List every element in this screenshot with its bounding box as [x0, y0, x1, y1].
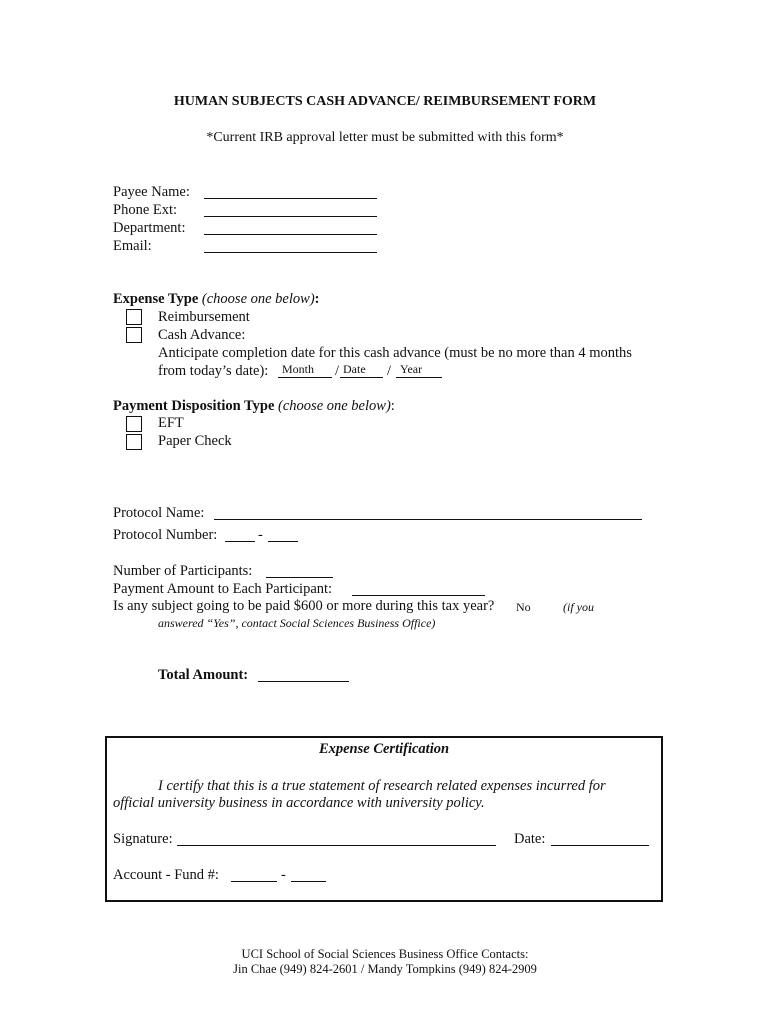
- date-slash-1: /: [335, 363, 340, 379]
- payment-disposition-label: Payment Disposition Type: [113, 398, 275, 414]
- date-label: Date:: [514, 831, 546, 847]
- expense-type-hint: (choose one below): [201, 291, 315, 307]
- signature-field[interactable]: [177, 845, 496, 846]
- expense-type-label: Expense Type: [113, 291, 199, 307]
- cash-advance-checkbox[interactable]: [126, 327, 142, 343]
- form-title: HUMAN SUBJECTS CASH ADVANCE/ REIMBURSEMENT FORM: [173, 94, 597, 109]
- paper-check-label: Paper Check: [158, 433, 232, 449]
- payment-disposition-hint: (choose one below): [278, 398, 391, 414]
- tax-note-start: (if you: [563, 600, 594, 614]
- account-fund-field-1[interactable]: [231, 881, 277, 882]
- certification-statement-line1: I certify that this is a true statement of research related expenses incurred for: [158, 778, 606, 794]
- reimbursement-checkbox[interactable]: [126, 309, 142, 325]
- payment-disposition-heading: [113, 398, 395, 415]
- date-slash-2: /: [387, 363, 392, 379]
- total-amount-label: Total Amount:: [158, 667, 249, 683]
- department-label: Department:: [113, 220, 186, 236]
- eft-checkbox[interactable]: [126, 416, 142, 432]
- payee-name-label: Payee Name:: [113, 184, 190, 200]
- participants-count-field[interactable]: [266, 577, 333, 578]
- protocol-number-field-1[interactable]: [225, 541, 255, 542]
- anticipate-text-line2: from today’s date):: [158, 363, 269, 379]
- participants-count-label: Number of Participants:: [113, 563, 253, 579]
- total-amount-field[interactable]: [258, 681, 349, 682]
- month-hint: Month: [282, 362, 315, 376]
- protocol-name-label: Protocol Name:: [113, 505, 205, 521]
- signature-label: Signature:: [113, 831, 173, 847]
- tax-answer-select[interactable]: No: [516, 600, 531, 614]
- account-fund-dash: -: [281, 867, 286, 883]
- paper-check-checkbox[interactable]: [126, 434, 142, 450]
- phone-ext-field[interactable]: [204, 216, 377, 217]
- expense-type-colon: :: [314, 291, 320, 307]
- account-fund-field-2[interactable]: [291, 881, 326, 882]
- protocol-number-label: Protocol Number:: [113, 527, 218, 543]
- tax-note: answered “Yes”, contact Social Sciences Business Office): [158, 616, 436, 630]
- expense-type-heading: [113, 291, 320, 308]
- footer-line1: UCI School of Social Sciences Business Office Contacts:: [241, 947, 529, 961]
- reimbursement-label: Reimbursement: [158, 309, 250, 325]
- anticipate-text-line1: Anticipate completion date for this cash advance (must be no more than 4 months: [158, 345, 632, 361]
- account-fund-label: Account - Fund #:: [113, 867, 219, 883]
- certification-statement-line2: official university business in accordance with university policy.: [113, 795, 485, 811]
- protocol-number-field-2[interactable]: [268, 541, 298, 542]
- date-hint: Date: [343, 362, 366, 376]
- email-field[interactable]: [204, 252, 377, 253]
- payee-name-field[interactable]: [204, 198, 377, 199]
- date-field[interactable]: [340, 377, 383, 378]
- protocol-number-dash: -: [258, 527, 263, 543]
- department-field[interactable]: [204, 234, 377, 235]
- form-subtitle: *Current IRB approval letter must be submitted with this form*: [206, 130, 564, 145]
- footer-line2: Jin Chae (949) 824-2601 / Mandy Tompkins (949) 824-2909: [233, 962, 537, 976]
- eft-label: EFT: [158, 415, 184, 431]
- phone-ext-label: Phone Ext:: [113, 202, 178, 218]
- certification-heading: Expense Certification: [318, 741, 450, 757]
- email-label: Email:: [113, 238, 152, 254]
- year-hint: Year: [400, 362, 423, 376]
- payment-disposition-colon: :: [390, 398, 395, 414]
- protocol-name-field[interactable]: [214, 519, 642, 520]
- month-field[interactable]: [278, 377, 332, 378]
- payment-amount-field[interactable]: [352, 595, 485, 596]
- year-field[interactable]: [396, 377, 442, 378]
- cash-advance-label: Cash Advance:: [158, 327, 246, 343]
- payment-amount-label: Payment Amount to Each Participant:: [113, 581, 333, 597]
- certification-date-field[interactable]: [551, 845, 649, 846]
- tax-question: Is any subject going to be paid $600 or more during this tax year?: [113, 598, 495, 614]
